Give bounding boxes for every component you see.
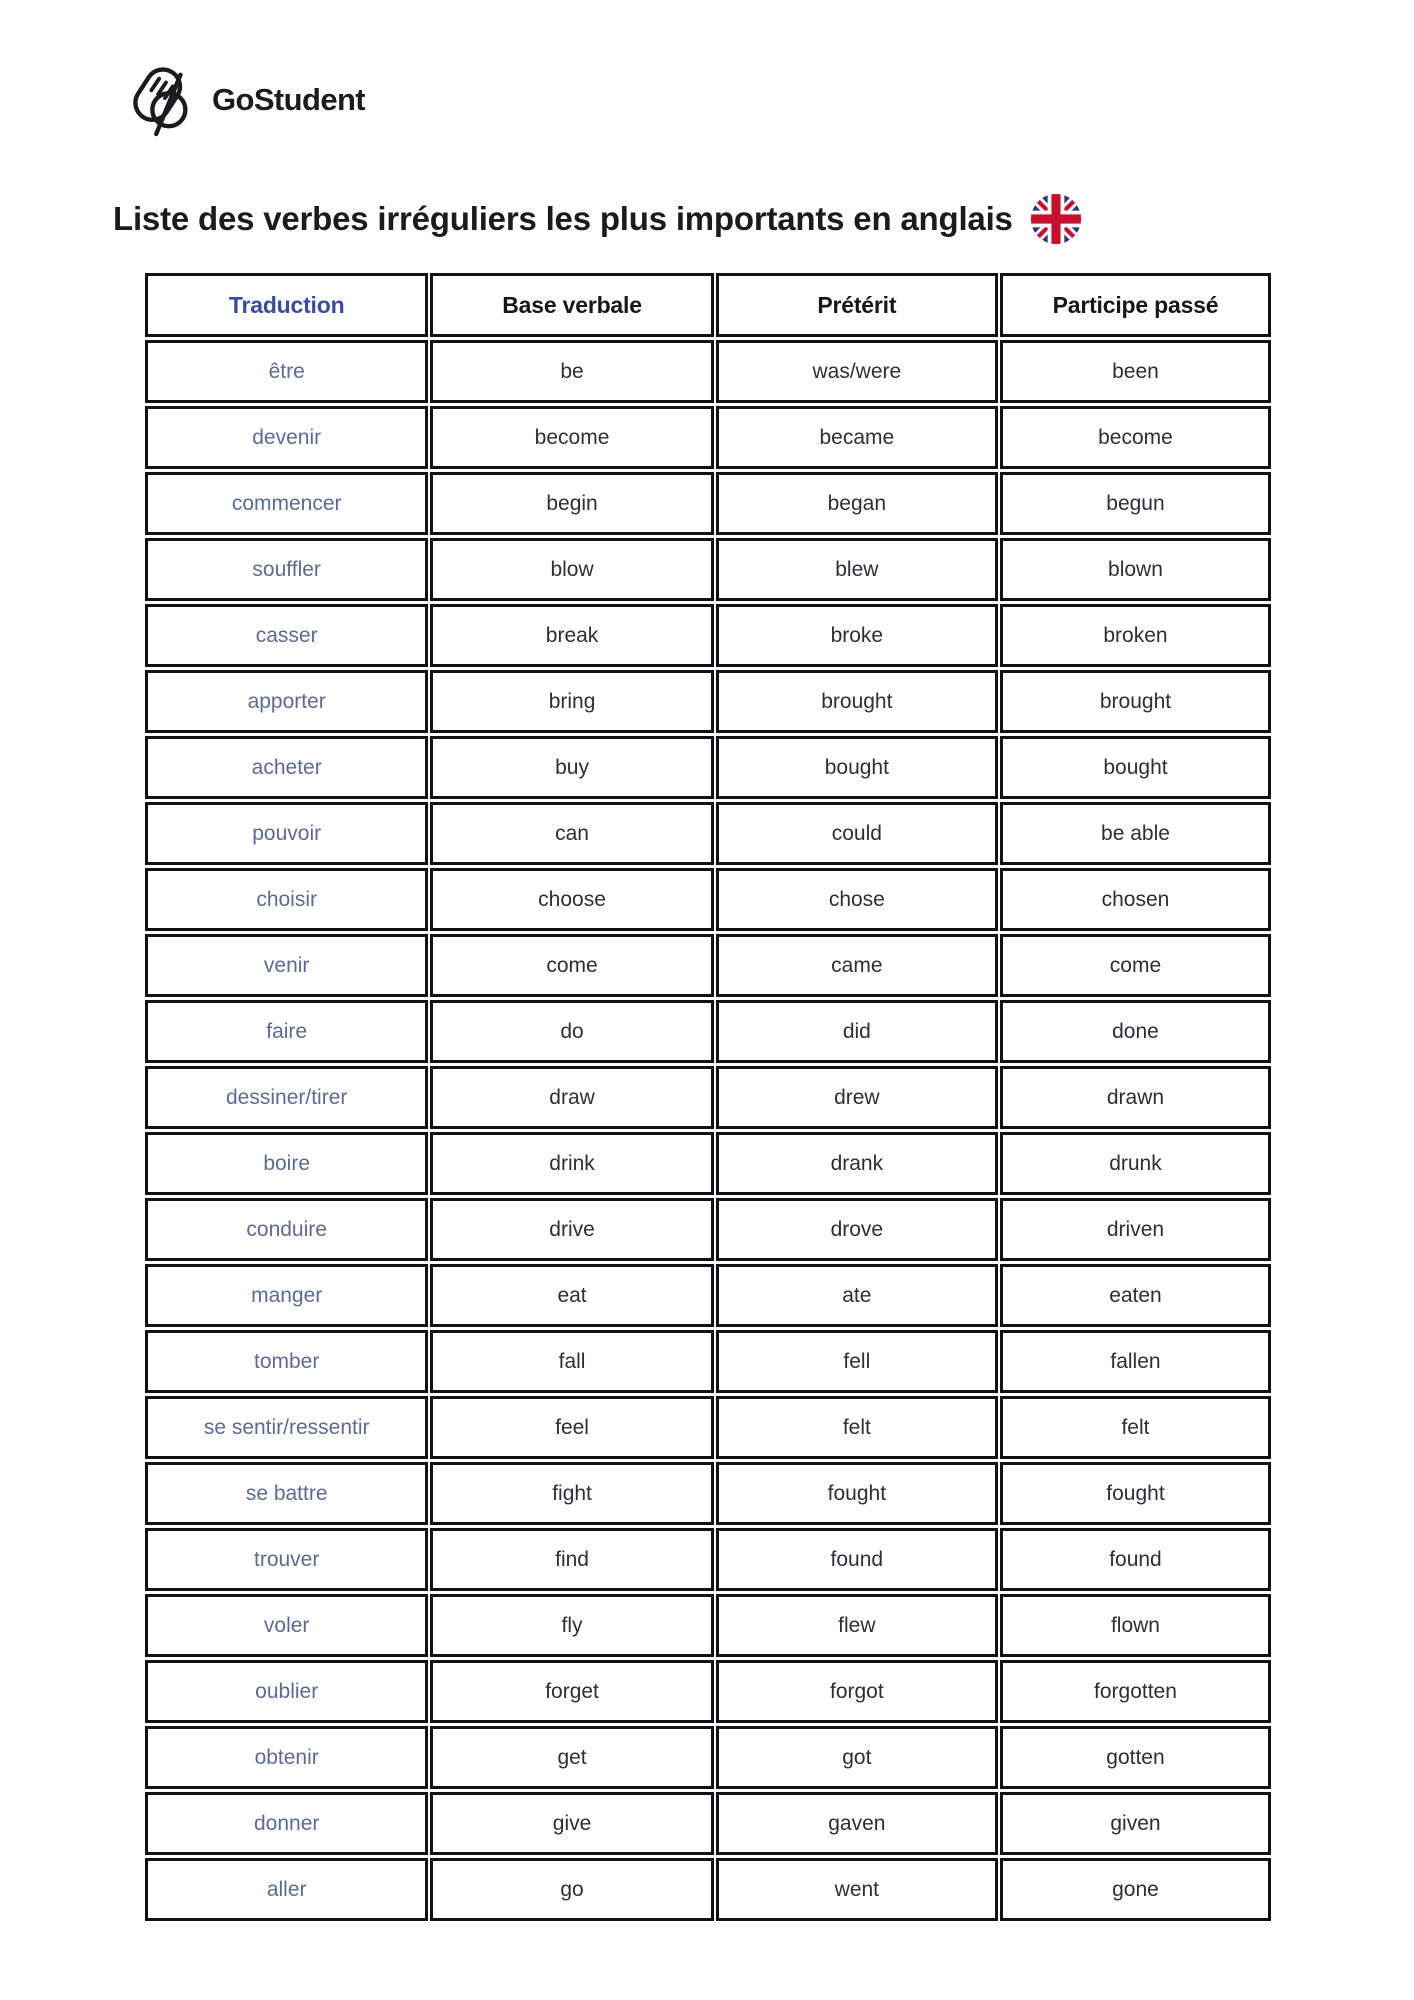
cell-preterit: began <box>716 472 998 535</box>
cell-base-verbale: be <box>430 340 713 403</box>
cell-preterit: brought <box>716 670 998 733</box>
cell-traduction: devenir <box>145 406 428 469</box>
table-row <box>145 472 1271 535</box>
uk-flag-icon <box>1031 194 1081 244</box>
table-row <box>145 604 1271 667</box>
cell-base-verbale: fight <box>430 1462 713 1525</box>
cell-preterit: drew <box>716 1066 998 1129</box>
table-row <box>145 1396 1271 1459</box>
cell-preterit: drank <box>716 1132 998 1195</box>
cell-preterit: ate <box>716 1264 998 1327</box>
cell-traduction: commencer <box>145 472 428 535</box>
cell-base-verbale: do <box>430 1000 713 1063</box>
gostudent-hand-icon <box>131 62 197 138</box>
cell-participe-passe: fallen <box>1000 1330 1271 1393</box>
table-row <box>145 934 1271 997</box>
table-row <box>145 868 1271 931</box>
cell-traduction: casser <box>145 604 428 667</box>
logo <box>131 62 365 138</box>
cell-participe-passe: become <box>1000 406 1271 469</box>
column-header-preterit: Prétérit <box>716 273 998 337</box>
cell-traduction: trouver <box>145 1528 428 1591</box>
cell-preterit: got <box>716 1726 998 1789</box>
cell-preterit: blew <box>716 538 998 601</box>
table-row <box>145 1066 1271 1129</box>
cell-participe-passe: gone <box>1000 1858 1271 1921</box>
cell-base-verbale: forget <box>430 1660 713 1723</box>
cell-participe-passe: blown <box>1000 538 1271 601</box>
cell-base-verbale: find <box>430 1528 713 1591</box>
cell-base-verbale: drink <box>430 1132 713 1195</box>
cell-base-verbale: draw <box>430 1066 713 1129</box>
table-row <box>145 736 1271 799</box>
title-row <box>113 194 1081 244</box>
cell-traduction: conduire <box>145 1198 428 1261</box>
table-row <box>145 1462 1271 1525</box>
cell-base-verbale: feel <box>430 1396 713 1459</box>
cell-traduction: apporter <box>145 670 428 733</box>
column-header-traduction: Traduction <box>145 273 428 337</box>
irregular-verbs-table <box>143 270 1273 1924</box>
table-row <box>145 1858 1271 1921</box>
cell-participe-passe: been <box>1000 340 1271 403</box>
table-row <box>145 1726 1271 1789</box>
cell-base-verbale: buy <box>430 736 713 799</box>
cell-preterit: fought <box>716 1462 998 1525</box>
cell-participe-passe: gotten <box>1000 1726 1271 1789</box>
cell-traduction: choisir <box>145 868 428 931</box>
cell-preterit: felt <box>716 1396 998 1459</box>
cell-preterit: gaven <box>716 1792 998 1855</box>
cell-base-verbale: fly <box>430 1594 713 1657</box>
cell-traduction: souffler <box>145 538 428 601</box>
cell-participe-passe: fought <box>1000 1462 1271 1525</box>
cell-preterit: flew <box>716 1594 998 1657</box>
table-row <box>145 802 1271 865</box>
cell-preterit: forgot <box>716 1660 998 1723</box>
cell-preterit: broke <box>716 604 998 667</box>
cell-participe-passe: eaten <box>1000 1264 1271 1327</box>
cell-traduction: aller <box>145 1858 428 1921</box>
cell-base-verbale: fall <box>430 1330 713 1393</box>
cell-participe-passe: drunk <box>1000 1132 1271 1195</box>
cell-participe-passe: be able <box>1000 802 1271 865</box>
cell-base-verbale: begin <box>430 472 713 535</box>
cell-base-verbale: bring <box>430 670 713 733</box>
column-header-participe-passe: Participe passé <box>1000 273 1271 337</box>
table-row <box>145 340 1271 403</box>
cell-preterit: drove <box>716 1198 998 1261</box>
cell-traduction: tomber <box>145 1330 428 1393</box>
cell-base-verbale: become <box>430 406 713 469</box>
cell-traduction: obtenir <box>145 1726 428 1789</box>
cell-traduction: manger <box>145 1264 428 1327</box>
cell-preterit: became <box>716 406 998 469</box>
cell-traduction: se sentir/ressentir <box>145 1396 428 1459</box>
cell-traduction: acheter <box>145 736 428 799</box>
cell-participe-passe: begun <box>1000 472 1271 535</box>
cell-preterit: chose <box>716 868 998 931</box>
cell-participe-passe: broken <box>1000 604 1271 667</box>
cell-traduction: dessiner/tirer <box>145 1066 428 1129</box>
cell-preterit: came <box>716 934 998 997</box>
cell-traduction: voler <box>145 1594 428 1657</box>
cell-base-verbale: blow <box>430 538 713 601</box>
cell-base-verbale: give <box>430 1792 713 1855</box>
cell-participe-passe: come <box>1000 934 1271 997</box>
cell-preterit: could <box>716 802 998 865</box>
cell-preterit: bought <box>716 736 998 799</box>
cell-base-verbale: come <box>430 934 713 997</box>
page-title: Liste des verbes irréguliers les plus importants en anglais <box>113 200 1013 237</box>
table-row <box>145 406 1271 469</box>
cell-traduction: pouvoir <box>145 802 428 865</box>
table-header-row <box>145 273 1271 337</box>
cell-base-verbale: go <box>430 1858 713 1921</box>
cell-participe-passe: felt <box>1000 1396 1271 1459</box>
table-row <box>145 538 1271 601</box>
table-row <box>145 1594 1271 1657</box>
cell-participe-passe: bought <box>1000 736 1271 799</box>
cell-base-verbale: choose <box>430 868 713 931</box>
cell-traduction: venir <box>145 934 428 997</box>
cell-base-verbale: break <box>430 604 713 667</box>
cell-traduction: boire <box>145 1132 428 1195</box>
column-header-base-verbale: Base verbale <box>430 273 713 337</box>
logo-brand-text: GoStudent <box>212 82 366 117</box>
table-row <box>145 1198 1271 1261</box>
cell-preterit: found <box>716 1528 998 1591</box>
cell-base-verbale: can <box>430 802 713 865</box>
cell-traduction: donner <box>145 1792 428 1855</box>
cell-base-verbale: drive <box>430 1198 713 1261</box>
cell-traduction: oublier <box>145 1660 428 1723</box>
cell-participe-passe: driven <box>1000 1198 1271 1261</box>
cell-participe-passe: brought <box>1000 670 1271 733</box>
cell-participe-passe: chosen <box>1000 868 1271 931</box>
cell-base-verbale: get <box>430 1726 713 1789</box>
table-row <box>145 670 1271 733</box>
cell-participe-passe: drawn <box>1000 1066 1271 1129</box>
cell-participe-passe: flown <box>1000 1594 1271 1657</box>
cell-participe-passe: given <box>1000 1792 1271 1855</box>
cell-traduction: faire <box>145 1000 428 1063</box>
cell-preterit: was/were <box>716 340 998 403</box>
table-row <box>145 1264 1271 1327</box>
cell-participe-passe: found <box>1000 1528 1271 1591</box>
cell-traduction: se battre <box>145 1462 428 1525</box>
table-row <box>145 1660 1271 1723</box>
cell-participe-passe: forgotten <box>1000 1660 1271 1723</box>
table-row <box>145 1330 1271 1393</box>
table-row <box>145 1132 1271 1195</box>
table-row <box>145 1528 1271 1591</box>
cell-participe-passe: done <box>1000 1000 1271 1063</box>
cell-base-verbale: eat <box>430 1264 713 1327</box>
table-row <box>145 1792 1271 1855</box>
cell-preterit: did <box>716 1000 998 1063</box>
cell-preterit: fell <box>716 1330 998 1393</box>
table-row <box>145 1000 1271 1063</box>
cell-preterit: went <box>716 1858 998 1921</box>
cell-traduction: être <box>145 340 428 403</box>
